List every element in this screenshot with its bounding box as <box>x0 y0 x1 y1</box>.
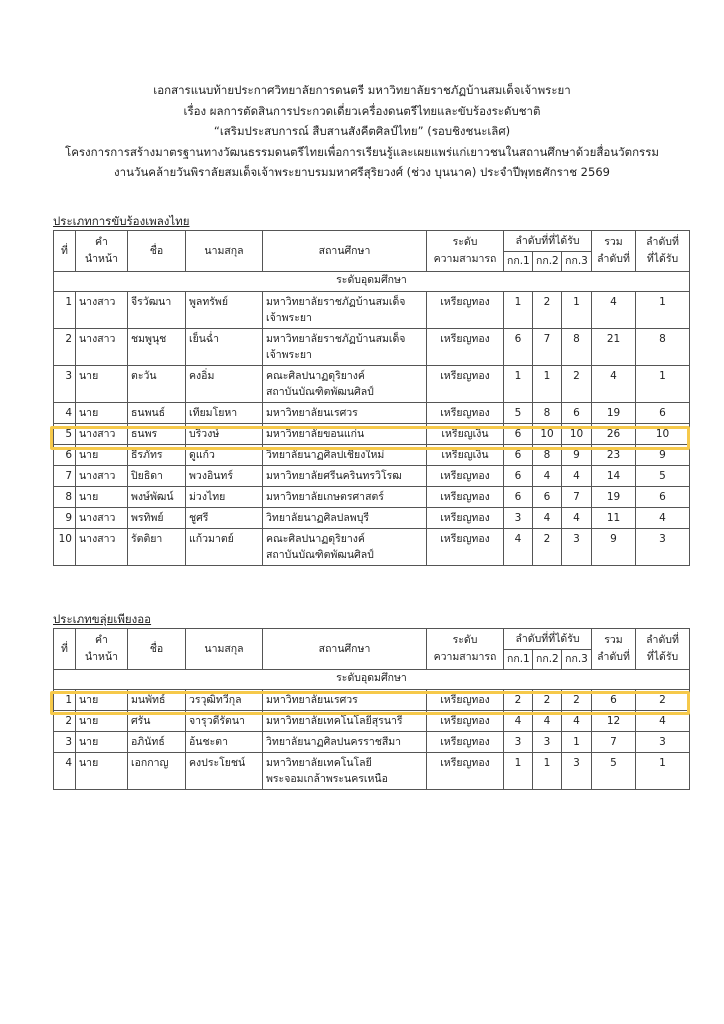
cell-judge-3: 1 <box>562 732 592 753</box>
table-row <box>54 424 690 445</box>
cell-judge-2: 1 <box>533 366 562 403</box>
cell-prefix: นาย <box>76 753 128 790</box>
col-header-level-line-1: ระดับ <box>452 236 478 248</box>
table-row <box>54 445 690 466</box>
cell-total: 11 <box>592 508 636 529</box>
cell-last-name: คงอิ่ม <box>186 366 263 403</box>
cell-prefix: นาย <box>76 487 128 508</box>
cell-no: 6 <box>54 445 76 466</box>
cell-last-name: จารุวดีรัตนา <box>186 711 263 732</box>
cell-final-rank: 1 <box>636 292 690 329</box>
cell-judge-3: 2 <box>562 690 592 711</box>
col-header-first-name: ชื่อ <box>128 231 186 272</box>
cell-level: เหรียญทอง <box>427 508 504 529</box>
cell-prefix: นางสาว <box>76 292 128 329</box>
cell-judge-1: 4 <box>504 529 533 566</box>
cell-last-name: พวงอินทร์ <box>186 466 263 487</box>
col-header-total-line-2: ลำดับที่ <box>597 651 630 663</box>
cell-first-name: รัตติยา <box>128 529 186 566</box>
cell-judge-2: 3 <box>533 732 562 753</box>
cell-judge-2: 4 <box>533 508 562 529</box>
cell-judge-1: 1 <box>504 366 533 403</box>
cell-first-name: อภินัทธ์ <box>128 732 186 753</box>
cell-judge-3: 4 <box>562 466 592 487</box>
table-row <box>54 292 690 329</box>
cell-no: 4 <box>54 753 76 790</box>
cell-first-name: พรทิพย์ <box>128 508 186 529</box>
table-row <box>54 366 690 403</box>
col-header-level-line-2: ความสามารถ <box>433 253 497 265</box>
col-header-prefix-line-1: คำ <box>95 634 108 646</box>
cell-total: 23 <box>592 445 636 466</box>
cell-judge-2: 4 <box>533 466 562 487</box>
cell-institution <box>263 487 427 508</box>
col-header-judge-3: กก.3 <box>562 650 592 670</box>
cell-judge-3: 4 <box>562 508 592 529</box>
cell-judge-3: 6 <box>562 403 592 424</box>
cell-no: 8 <box>54 487 76 508</box>
institution-line-1: มหาวิทยาลัยศรีนครินทรวิโรฒ <box>266 470 402 482</box>
cell-judge-3: 3 <box>562 753 592 790</box>
col-header-final <box>636 629 690 670</box>
institution-line-1: มหาวิทยาลัยราชภัฏบ้านสมเด็จ <box>266 296 406 308</box>
header-line-3: “เสริมประสบการณ์ สืบสานสังคีตศิลป์ไทย” (รอบชิงชนะเลิศ) <box>213 124 511 138</box>
institution-line-2: เจ้าพระยา <box>266 349 312 361</box>
cell-judge-3: 1 <box>562 292 592 329</box>
col-header-final-line-2: ที่ได้รับ <box>646 651 679 663</box>
institution-line-1: มหาวิทยาลัยเกษตรศาสตร์ <box>266 491 384 503</box>
cell-prefix: นาย <box>76 711 128 732</box>
cell-no: 9 <box>54 508 76 529</box>
level-group-label: ระดับอุดมศึกษา <box>54 670 690 690</box>
col-header-level-line-2: ความสามารถ <box>433 651 497 663</box>
cell-judge-2: 10 <box>533 424 562 445</box>
header-line-1: เอกสารแนบท้ายประกาศวิทยาลัยการดนตรี มหาวิทยาลัยราชภัฏบ้านสมเด็จเจ้าพระยา <box>153 83 571 97</box>
table-row <box>54 690 690 711</box>
cell-level: เหรียญทอง <box>427 403 504 424</box>
cell-first-name: ธนพร <box>128 424 186 445</box>
cell-total: 19 <box>592 403 636 424</box>
table-row <box>54 529 690 566</box>
cell-first-name: จีรวัฒนา <box>128 292 186 329</box>
cell-first-name: ศรัน <box>128 711 186 732</box>
cell-institution <box>263 690 427 711</box>
table-row <box>54 711 690 732</box>
institution-line-1: มหาวิทยาลัยขอนแก่น <box>266 428 365 440</box>
col-header-final-line-2: ที่ได้รับ <box>646 253 679 265</box>
col-header-judge-2: กก.2 <box>533 650 562 670</box>
section-title-thai-singing: ประเภทการขับร้องเพลงไทย <box>53 214 190 228</box>
cell-level: เหรียญทอง <box>427 292 504 329</box>
institution-line-1: วิทยาลัยนาฏศิลปลพบุรี <box>266 512 370 524</box>
col-header-final-line-1: ลำดับที่ <box>646 236 679 248</box>
cell-judge-1: 6 <box>504 329 533 366</box>
institution-line-1: มหาวิทยาลัยราชภัฏบ้านสมเด็จ <box>266 333 406 345</box>
cell-prefix: นาย <box>76 732 128 753</box>
cell-last-name: ดูแก้ว <box>186 445 263 466</box>
cell-judge-3: 4 <box>562 711 592 732</box>
cell-judge-3: 7 <box>562 487 592 508</box>
level-group-row <box>54 272 690 292</box>
institution-line-1: คณะศิลปนาฏดุริยางค์ <box>266 533 365 545</box>
cell-judge-3: 3 <box>562 529 592 566</box>
cell-judge-1: 3 <box>504 732 533 753</box>
cell-final-rank: 10 <box>636 424 690 445</box>
col-header-level <box>427 629 504 670</box>
cell-level: เหรียญเงิน <box>427 424 504 445</box>
cell-prefix: นาย <box>76 690 128 711</box>
cell-level: เหรียญทอง <box>427 711 504 732</box>
cell-prefix: นาย <box>76 445 128 466</box>
cell-last-name: บริวงษ์ <box>186 424 263 445</box>
cell-first-name: ธีรภัทร <box>128 445 186 466</box>
col-header-prefix-line-1: คำ <box>95 236 108 248</box>
col-header-total-line-1: รวม <box>604 236 623 248</box>
cell-no: 1 <box>54 292 76 329</box>
cell-level: เหรียญทอง <box>427 732 504 753</box>
cell-no: 2 <box>54 711 76 732</box>
cell-judge-1: 6 <box>504 466 533 487</box>
cell-final-rank: 8 <box>636 329 690 366</box>
cell-judge-3: 9 <box>562 445 592 466</box>
col-header-prefix-line-2: นำหน้า <box>84 651 119 663</box>
cell-prefix: นางสาว <box>76 508 128 529</box>
section-title-khlui-phiang-o: ประเภทขลุ่ยเพียงออ <box>53 612 152 626</box>
cell-total: 14 <box>592 466 636 487</box>
cell-institution <box>263 466 427 487</box>
cell-judge-3: 2 <box>562 366 592 403</box>
level-group-row <box>54 670 690 690</box>
table-row <box>54 753 690 790</box>
cell-judge-2: 2 <box>533 690 562 711</box>
cell-judge-1: 3 <box>504 508 533 529</box>
cell-first-name: ธนพนธ์ <box>128 403 186 424</box>
table-row <box>54 329 690 366</box>
cell-last-name: เย็นฉ่ำ <box>186 329 263 366</box>
institution-line-2: พระจอมเกล้าพระนครเหนือ <box>266 773 388 785</box>
cell-judge-1: 4 <box>504 711 533 732</box>
institution-line-1: มหาวิทยาลัยเทคโนโลยีสุรนารี <box>266 715 403 727</box>
cell-level: เหรียญทอง <box>427 487 504 508</box>
cell-total: 19 <box>592 487 636 508</box>
cell-institution <box>263 366 427 403</box>
institution-line-1: คณะศิลปนาฏดุริยางค์ <box>266 370 365 382</box>
cell-final-rank: 6 <box>636 487 690 508</box>
col-header-ranks-group: ลำดับที่ที่ได้รับ <box>504 231 592 252</box>
cell-level: เหรียญทอง <box>427 329 504 366</box>
header-line-5: งานวันคล้ายวันพิราลัยสมเด็จเจ้าพระยาบรมมหาศรีสุริยวงศ์ (ช่วง บุนนาค) ประจำปีพุทธศักราช 2569 <box>114 165 610 179</box>
cell-level: เหรียญทอง <box>427 690 504 711</box>
cell-prefix: นาย <box>76 366 128 403</box>
cell-final-rank: 9 <box>636 445 690 466</box>
cell-first-name: มนพัทธ์ <box>128 690 186 711</box>
cell-judge-1: 6 <box>504 424 533 445</box>
cell-no: 3 <box>54 732 76 753</box>
document-header <box>0 80 724 183</box>
cell-institution <box>263 711 427 732</box>
col-header-no: ที่ <box>54 231 76 272</box>
cell-no: 10 <box>54 529 76 566</box>
cell-last-name: แก้วมาตย์ <box>186 529 263 566</box>
cell-judge-1: 5 <box>504 403 533 424</box>
cell-level: เหรียญทอง <box>427 466 504 487</box>
col-header-judge-1: กก.1 <box>504 252 533 272</box>
col-header-total <box>592 231 636 272</box>
institution-line-1: มหาวิทยาลัยนเรศวร <box>266 407 358 419</box>
cell-institution <box>263 424 427 445</box>
cell-first-name: เอกกาญ <box>128 753 186 790</box>
cell-last-name: เทียมโยหา <box>186 403 263 424</box>
cell-final-rank: 6 <box>636 403 690 424</box>
cell-first-name: พงษ์พัฒน์ <box>128 487 186 508</box>
cell-judge-2: 1 <box>533 753 562 790</box>
cell-level: เหรียญทอง <box>427 753 504 790</box>
col-header-institution: สถานศึกษา <box>263 629 427 670</box>
cell-no: 3 <box>54 366 76 403</box>
table-row <box>54 508 690 529</box>
cell-last-name: พูลทรัพย์ <box>186 292 263 329</box>
cell-no: 5 <box>54 424 76 445</box>
col-header-prefix-line-2: นำหน้า <box>84 253 119 265</box>
cell-final-rank: 5 <box>636 466 690 487</box>
cell-judge-3: 10 <box>562 424 592 445</box>
cell-judge-1: 1 <box>504 292 533 329</box>
cell-first-name: ชมพูนุช <box>128 329 186 366</box>
cell-final-rank: 2 <box>636 690 690 711</box>
cell-institution <box>263 508 427 529</box>
table-row <box>54 466 690 487</box>
cell-level: เหรียญทอง <box>427 529 504 566</box>
cell-level: เหรียญเงิน <box>427 445 504 466</box>
cell-total: 26 <box>592 424 636 445</box>
results-table-1 <box>53 628 690 790</box>
col-header-prefix <box>76 629 128 670</box>
table-row <box>54 487 690 508</box>
col-header-last-name: นามสกุล <box>186 629 263 670</box>
cell-final-rank: 4 <box>636 508 690 529</box>
cell-judge-1: 6 <box>504 487 533 508</box>
cell-judge-2: 6 <box>533 487 562 508</box>
col-header-last-name: นามสกุล <box>186 231 263 272</box>
institution-line-2: สถาบันบัณฑิตพัฒนศิลป์ <box>266 386 374 398</box>
col-header-total-line-2: ลำดับที่ <box>597 253 630 265</box>
cell-total: 5 <box>592 753 636 790</box>
cell-total: 6 <box>592 690 636 711</box>
cell-last-name: คงประโยชน์ <box>186 753 263 790</box>
cell-total: 12 <box>592 711 636 732</box>
institution-line-1: มหาวิทยาลัยนเรศวร <box>266 694 358 706</box>
cell-final-rank: 3 <box>636 732 690 753</box>
cell-first-name: ปิยธิดา <box>128 466 186 487</box>
cell-last-name: ชูศรี <box>186 508 263 529</box>
col-header-total <box>592 629 636 670</box>
institution-line-1: วิทยาลัยนาฏศิลปเชียงใหม่ <box>266 449 385 461</box>
cell-no: 2 <box>54 329 76 366</box>
col-header-judge-1: กก.1 <box>504 650 533 670</box>
cell-final-rank: 1 <box>636 753 690 790</box>
cell-judge-1: 6 <box>504 445 533 466</box>
cell-judge-1: 1 <box>504 753 533 790</box>
col-header-final-line-1: ลำดับที่ <box>646 634 679 646</box>
cell-institution <box>263 529 427 566</box>
col-header-no: ที่ <box>54 629 76 670</box>
cell-prefix: นาย <box>76 403 128 424</box>
table-row <box>54 732 690 753</box>
cell-prefix: นางสาว <box>76 529 128 566</box>
col-header-first-name: ชื่อ <box>128 629 186 670</box>
cell-no: 4 <box>54 403 76 424</box>
cell-total: 4 <box>592 366 636 403</box>
cell-institution <box>263 732 427 753</box>
col-header-prefix <box>76 231 128 272</box>
cell-total: 9 <box>592 529 636 566</box>
cell-total: 4 <box>592 292 636 329</box>
cell-judge-2: 7 <box>533 329 562 366</box>
cell-level: เหรียญทอง <box>427 366 504 403</box>
cell-institution <box>263 403 427 424</box>
institution-line-2: เจ้าพระยา <box>266 312 312 324</box>
cell-prefix: นางสาว <box>76 424 128 445</box>
cell-institution <box>263 329 427 366</box>
col-header-institution: สถานศึกษา <box>263 231 427 272</box>
header-line-2: เรื่อง ผลการตัดสินการประกวดเดี่ยวเครื่องดนตรีไทยและขับร้องระดับชาติ <box>183 103 541 118</box>
cell-total: 21 <box>592 329 636 366</box>
col-header-level-line-1: ระดับ <box>452 634 478 646</box>
cell-final-rank: 1 <box>636 366 690 403</box>
cell-institution <box>263 445 427 466</box>
cell-final-rank: 4 <box>636 711 690 732</box>
cell-prefix: นางสาว <box>76 329 128 366</box>
institution-line-1: วิทยาลัยนาฏศิลปนครราชสีมา <box>266 736 402 748</box>
cell-first-name: ตะวัน <box>128 366 186 403</box>
cell-last-name: อ้นชะตา <box>186 732 263 753</box>
results-table-0 <box>53 230 690 566</box>
cell-judge-2: 2 <box>533 529 562 566</box>
institution-line-1: มหาวิทยาลัยเทคโนโลยี <box>266 757 372 769</box>
institution-line-2: สถาบันบัณฑิตพัฒนศิลป์ <box>266 549 374 561</box>
cell-institution <box>263 753 427 790</box>
cell-judge-1: 2 <box>504 690 533 711</box>
header-line-4: โครงการการสร้างมาตรฐานทางวัฒนธรรมดนตรีไทยเพื่อการเรียนรู้และเผยแพร่แก่เยาวชนในสถานศึกษาด้วยสื่อนวัตกรรม <box>65 144 659 159</box>
cell-last-name: วรวุฒิทวีกุล <box>186 690 263 711</box>
cell-no: 1 <box>54 690 76 711</box>
table-row <box>54 403 690 424</box>
cell-judge-2: 8 <box>533 403 562 424</box>
cell-judge-2: 8 <box>533 445 562 466</box>
cell-judge-2: 4 <box>533 711 562 732</box>
col-header-ranks-group: ลำดับที่ที่ได้รับ <box>504 629 592 650</box>
cell-judge-2: 2 <box>533 292 562 329</box>
col-header-level <box>427 231 504 272</box>
col-header-final <box>636 231 690 272</box>
level-group-label: ระดับอุดมศึกษา <box>54 272 690 292</box>
cell-no: 7 <box>54 466 76 487</box>
cell-last-name: ม่วงไทย <box>186 487 263 508</box>
cell-institution <box>263 292 427 329</box>
col-header-total-line-1: รวม <box>604 634 623 646</box>
col-header-judge-3: กก.3 <box>562 252 592 272</box>
col-header-judge-2: กก.2 <box>533 252 562 272</box>
cell-judge-3: 8 <box>562 329 592 366</box>
cell-total: 7 <box>592 732 636 753</box>
cell-final-rank: 3 <box>636 529 690 566</box>
cell-prefix: นางสาว <box>76 466 128 487</box>
